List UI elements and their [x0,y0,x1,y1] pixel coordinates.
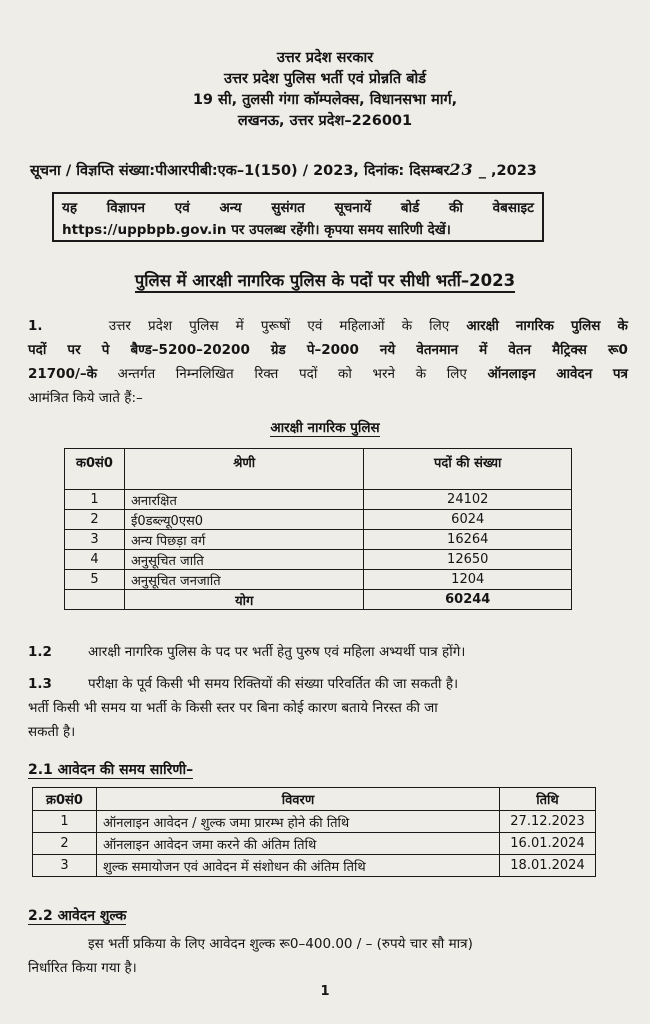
col-header-category: श्रेणी [124,449,364,490]
word: पुरूषों [260,318,291,334]
cell-sno: 3 [33,855,97,877]
word: पे–2000 [306,342,359,358]
section-2-2-line1: इस भर्ती प्रकिया के लिए आवेदन शुल्क रू0–400.00 / – (रुपये चार सौ मात्र) [88,936,473,952]
word: पत्र [612,366,628,382]
word: के [415,366,427,382]
paragraph-1-3-line2: भर्ती किसी भी समय या भर्ती के किसी स्तर पर बिना कोई कारण बताये निरस्त की जा [28,700,438,716]
table-header-row [65,449,572,490]
para-text: आरक्षी नागरिक पुलिस के पद पर भर्ती हेतु पुरुष एवं महिला अभ्यर्थी पात्र होंगे। [88,644,466,660]
word: में [479,342,488,358]
word: आरक्षी [466,318,499,334]
header-city: लखनऊ, उत्तर प्रदेश–226001 [237,113,413,129]
cell-category: ई0डब्ल्यू0एस0 [124,510,364,530]
website-box-line1 [62,197,534,219]
word: में [235,318,244,334]
header-govt: उत्तर प्रदेश सरकार [276,50,374,66]
cell-category: अन्य पिछड़ा वर्ग [124,530,364,550]
section-2-1-title-text: 2.1 आवेदन की समय सारिणी– [28,762,194,778]
page-number: 1 [320,984,330,999]
word: के [401,318,413,334]
paragraph-1-2 [28,640,628,664]
word: के [617,318,628,334]
cell-date: 16.01.2024 [500,833,596,855]
word: लिए [429,318,450,334]
box-word: वेबसाइट [492,200,534,216]
word: नये [379,342,396,358]
page-title-text: पुलिस में आरक्षी नागरिक पुलिस के पदों पर सीधी भर्ती–2023 [135,271,515,293]
word: आवेदन [556,366,593,382]
word: निम्नलिखित [175,366,234,382]
word: पर [67,342,81,358]
website-box-line2 [62,219,534,241]
table-row [65,510,572,530]
vacancy-table [64,448,572,610]
section-2-2-text [28,932,628,980]
table-row [33,833,596,855]
paragraph-1-3-line3: सकती है। [28,724,76,740]
box-word: एवं [174,200,190,216]
word: नागरिक [515,318,554,334]
website-notice-box [52,192,544,242]
box-word: अन्य [219,200,242,216]
word: को [337,366,352,382]
word: पे [101,342,110,358]
table-row [33,855,596,877]
col-header-posts: पदों की संख्या [364,449,572,490]
table-header-row [33,788,596,811]
cell-sno: 4 [65,550,125,570]
paragraph-1-3-line1 [28,672,628,696]
cell-posts: 6024 [364,510,572,530]
cell-posts: 16264 [364,530,572,550]
cell-description: शुल्क समायोजन एवं आवेदन में संशोधन की अंतिम तिथि [96,855,499,877]
cell-date: 27.12.2023 [500,811,596,833]
notice-prefix: सूचना / विज्ञप्ति संख्या:पीआरपीबी:एक–1(150) / 2023, दिनांक: दिसम्बर [30,163,450,179]
word: भरने [372,366,396,382]
cell-category: अनुसूचित जाति [124,550,364,570]
word: उत्तर [108,318,131,334]
word: रू0 [607,342,628,358]
word: पुलिस [189,318,219,334]
col-header-date: तिथि [500,788,596,811]
box-word: सुसंगत [271,200,305,216]
word: वेतन [508,342,532,358]
word: 21700/–के [28,366,98,382]
cell-posts: 24102 [364,490,572,510]
cell-posts: 1204 [364,570,572,590]
word: एवं [307,318,323,334]
word: ग्रेड [270,342,286,358]
table-row [65,550,572,570]
para-number: 1. [28,318,43,334]
section-2-2-title [28,906,126,925]
total-value: 60244 [364,590,572,610]
notice-number-line: सूचना / विज्ञप्ति संख्या:पीआरपीबी:एक–1(150) / 2023, दिनांक: दिसम्बर23 _ ,2023 [30,160,537,179]
box-word: की [449,200,463,216]
page-title [0,268,650,291]
box-word: यह [62,200,77,216]
notice-day-handwritten: 23 [449,160,474,179]
para-number: 1.2 [28,644,52,660]
vacancy-caption-text: आरक्षी नागरिक पुलिस [270,420,380,436]
col-header-sno: क0सं0 [65,449,125,490]
website-box-rest: पर उपलब्ध रहेंगी। कृपया समय सारिणी देखें। [226,222,451,238]
table-total-row [65,590,572,610]
word: ऑनलाइन [487,366,536,382]
cell-date: 18.01.2024 [500,855,596,877]
word: प्रदेश [148,318,173,334]
para-text: परीक्षा के पूर्व किसी भी समय रिक्तियों की संख्या परिवर्तित की जा सकती है। [88,676,459,692]
col-header-description: विवरण [96,788,499,811]
vacancy-caption [0,418,650,436]
cell-sno: 2 [65,510,125,530]
section-2-2-title-text: 2.2 आवेदन शुल्क [28,908,127,924]
schedule-table [32,787,596,877]
word: पुलिस [570,318,601,334]
box-word: बोर्ड [400,200,420,216]
table-row [65,490,572,510]
cell-sno: 2 [33,833,97,855]
website-url-link[interactable]: https://uppbpb.gov.in [62,222,227,238]
paragraph-1-3 [28,672,628,744]
box-word: विज्ञापन [106,200,146,216]
paragraph-1-line2 [28,338,628,362]
word: बैण्ड–5200–20200 [130,342,250,358]
word: मैट्रिक्स [552,342,587,358]
col-header-sno: क्र0सं0 [33,788,97,811]
word: रिक्त [254,366,279,382]
word: पदों [28,342,47,358]
cell-description: ऑनलाइन आवेदन / शुल्क जमा प्रारम्भ होने की तिथि [96,811,499,833]
word: अन्तर्गत [117,366,156,382]
paragraph-1-line1 [28,314,628,338]
header-board: उत्तर प्रदेश पुलिस भर्ती एवं प्रोन्नति बोर्ड [224,71,426,87]
box-word: सूचनायें [334,200,372,216]
notice-year: 2023 [496,163,537,179]
paragraph-1-line3 [28,362,628,386]
cell-sno: 3 [65,530,125,550]
word: पदों [298,366,318,382]
word: महिलाओं [339,318,385,334]
cell-category: अनारक्षित [124,490,364,510]
cell-sno: 5 [65,570,125,590]
cell-category: अनुसूचित जनजाति [124,570,364,590]
word: वेतनमान [416,342,459,358]
cell-posts: 12650 [364,550,572,570]
table-row [65,570,572,590]
cell-description: ऑनलाइन आवेदन जमा करने की अंतिम तिथि [96,833,499,855]
para-number: 1.3 [28,676,52,692]
paragraph-1 [28,314,628,410]
paragraph-1-line4: आमंत्रित किये जाते हैं:– [28,390,143,406]
word: लिए [446,366,467,382]
header-address: 19 सी, तुलसी गंगा कॉम्पलेक्स, विधानसभा मार्ग, [192,92,458,108]
table-row [33,811,596,833]
section-2-1-title [28,760,193,779]
table-row [65,530,572,550]
cell-sno: 1 [33,811,97,833]
total-label: योग [124,590,364,610]
cell-sno: 1 [65,490,125,510]
section-2-2-line2: निर्धारित किया गया है। [28,960,137,976]
